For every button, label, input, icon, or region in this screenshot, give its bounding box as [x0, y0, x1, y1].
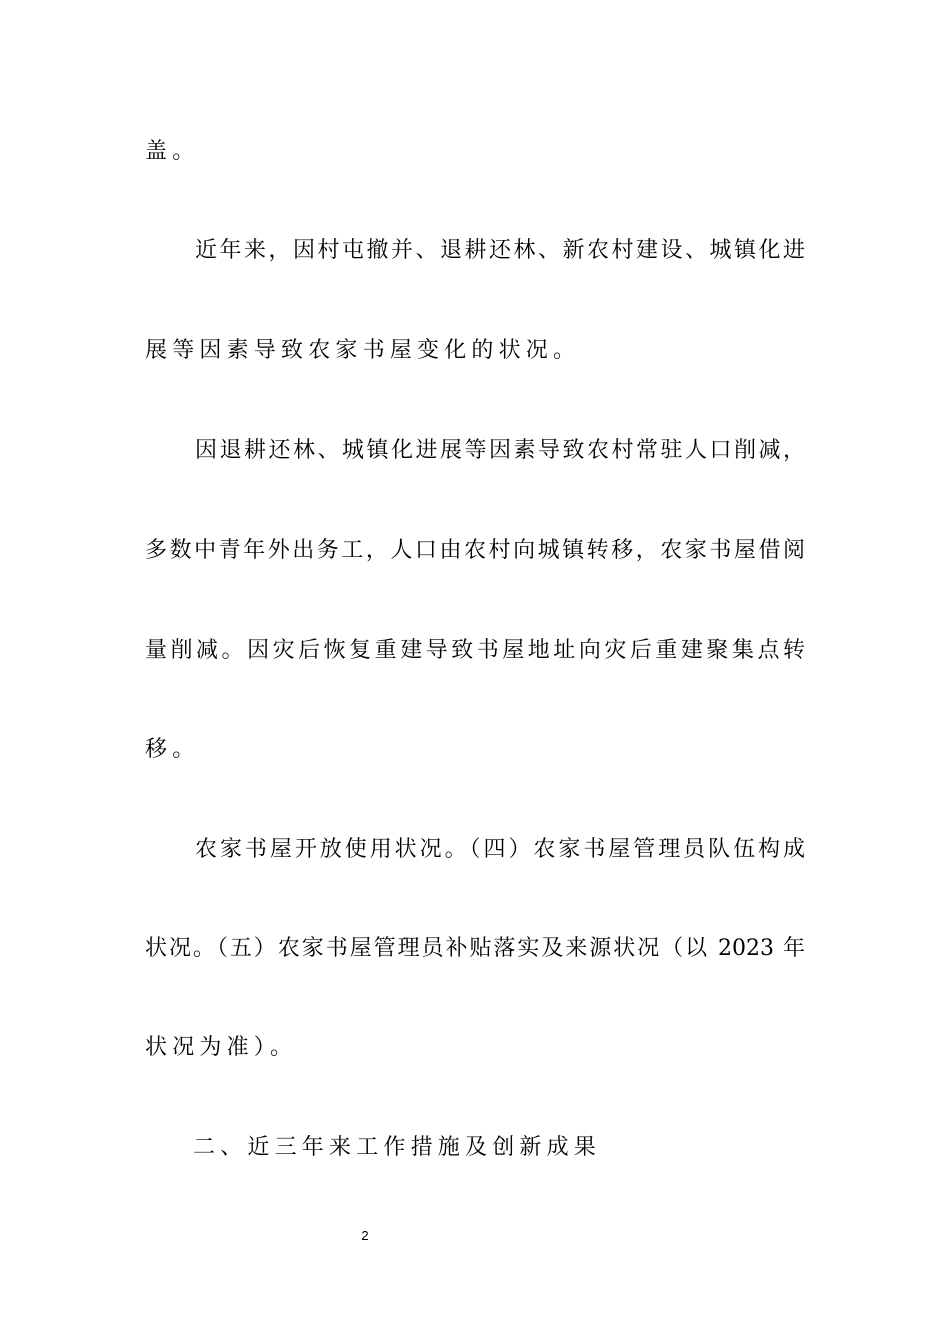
text-line-8: 农家书屋开放使用状况。（四）农家书屋管理员队伍构成 — [195, 837, 805, 862]
text-line-7: 移。 — [145, 737, 200, 762]
text-line-10: 状况为准）。 — [145, 1035, 298, 1060]
text-line-3: 展等因素导致农家书屋变化的状况。 — [145, 338, 581, 363]
text-line-5: 多数中青年外出务工，人口由农村向城镇转移，农家书屋借阅 — [145, 538, 805, 563]
text-line-1: 盖。 — [145, 139, 200, 164]
text-line-9: 状况。（五）农家书屋管理员补贴落实及来源状况（以 2023 年 — [145, 936, 805, 961]
section-heading: 二、近三年来工作措施及创新成果 — [193, 1135, 602, 1160]
page-number: 2 — [361, 1228, 369, 1243]
text-line-6: 量削减。因灾后恢复重建导致书屋地址向灾后重建聚集点转 — [145, 638, 805, 663]
text-line-2: 近年来，因村屯撤并、退耕还林、新农村建设、城镇化进 — [195, 238, 805, 263]
text-line-4: 因退耕还林、城镇化进展等因素导致农村常驻人口削减， — [195, 438, 805, 463]
